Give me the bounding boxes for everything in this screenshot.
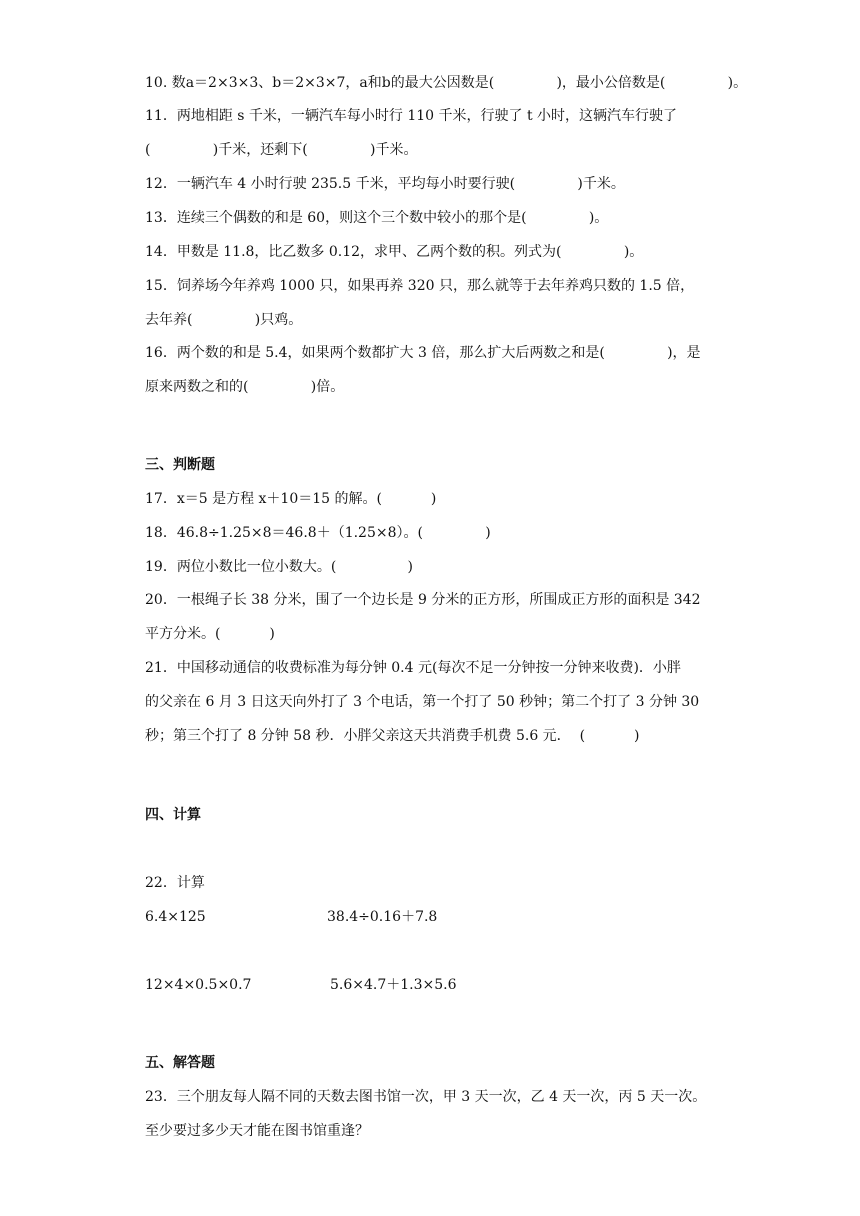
expression-3: 12×4×0.5×0.7 (145, 977, 252, 993)
question-19: 19．两位小数比一位小数大。( ) (145, 559, 413, 575)
question-22: 22．计算 (145, 875, 205, 891)
question-20-line2: 平方分米。( ) (145, 626, 275, 642)
question-15-line1: 15．饲养场今年养鸡 1000 只，如果再养 320 只，那么就等于去年养鸡只数的 1.5 倍， (145, 278, 695, 294)
question-14: 14．甲数是 11.8，比乙数多 0.12，求甲、乙两个数的积。列式为( )。 (145, 244, 644, 260)
section-title-word-problems: 五、解答题 (145, 1055, 215, 1071)
expression-2: 38.4÷0.16＋7.8 (327, 909, 438, 925)
expression-1: 6.4×125 (145, 909, 206, 925)
question-21-line2: 的父亲在 6 月 3 日这天向外打了 3 个电话，第一个打了 50 秒钟；第二个打了 3 分钟 30 (145, 694, 700, 710)
question-10: 10. 数a＝2×3×3、b＝2×3×7，a和b的最大公因数是( )，最小公倍数是( )。 (145, 75, 748, 91)
question-12: 12．一辆汽车 4 小时行驶 235.5 千米，平均每小时要行驶( )千米。 (145, 176, 625, 192)
question-23-line1: 23．三个朋友每人隔不同的天数去图书馆一次，甲 3 天一次，乙 4 天一次，丙 5 天一次。 (145, 1089, 707, 1105)
expression-4: 5.6×4.7＋1.3×5.6 (330, 977, 457, 993)
section-title-calculation: 四、计算 (145, 807, 201, 823)
question-17: 17．x＝5 是方程 x＋10＝15 的解。( ) (145, 491, 437, 507)
question-18: 18．46.8÷1.25×8＝46.8＋（1.25×8）。( ) (145, 525, 491, 541)
question-11-line2: ( )千米，还剩下( )千米。 (145, 142, 418, 158)
question-21-line1: 21．中国移动通信的收费标准为每分钟 0.4 元(每次不足一分钟按一分钟来收费)．小胖 (145, 660, 681, 676)
question-23-line2: 至少要过多少天才能在图书馆重逢？ (145, 1123, 369, 1139)
question-13: 13．连续三个偶数的和是 60，则这个三个数中较小的那个是( )。 (145, 210, 609, 226)
question-11-line1: 11．两地相距 s 千米，一辆汽车每小时行 110 千米，行驶了 t 小时，这辆汽车行驶了 (145, 108, 678, 124)
question-16-line1: 16．两个数的和是 5.4，如果两个数都扩大 3 倍，那么扩大后两数之和是( )，是 (145, 345, 701, 361)
question-21-line3: 秒；第三个打了 8 分钟 58 秒．小胖父亲这天共消费手机费 5.6 元． ( ) (145, 728, 640, 744)
question-16-line2: 原来两数之和的( )倍。 (145, 379, 345, 395)
question-15-line2: 去年养( )只鸡。 (145, 312, 303, 328)
section-title-judgement: 三、判断题 (145, 457, 215, 473)
question-20-line1: 20．一根绳子长 38 分米，围了一个边长是 9 分米的正方形，所围成正方形的面积是 342 (145, 592, 701, 608)
